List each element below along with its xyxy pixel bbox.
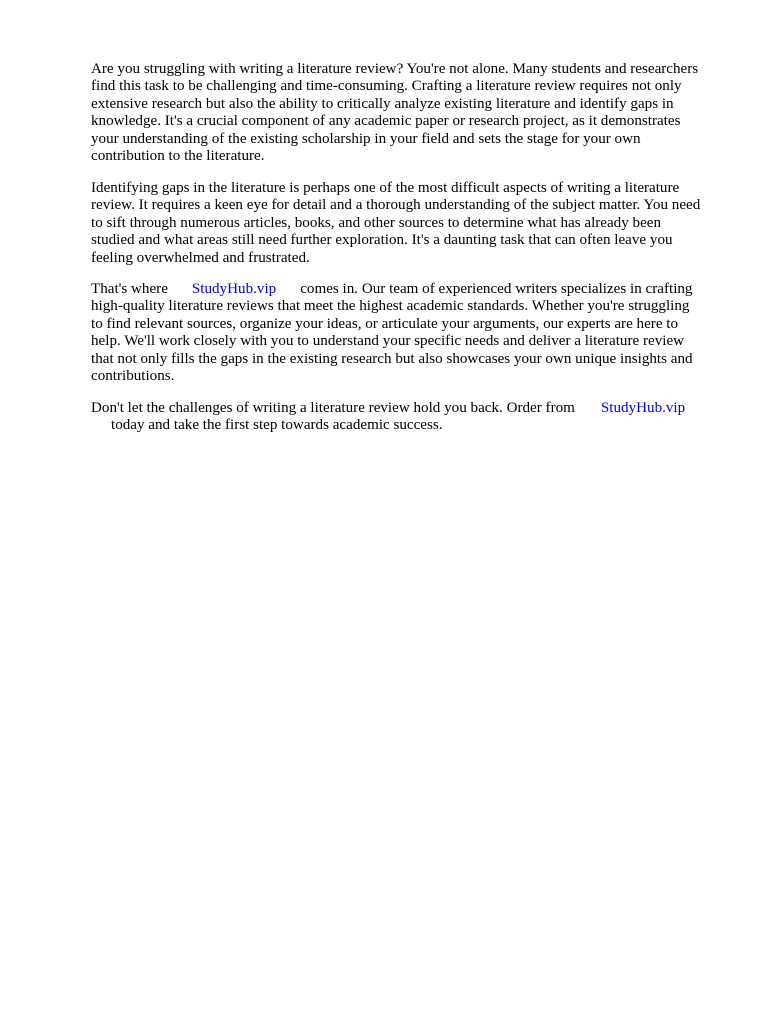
paragraph-text: Don't let the challenges of writing a literature review hold you back. Order from [91, 400, 575, 416]
paragraph-line: high-quality literature reviews that meet the highest academic standards. Whether you're struggling [91, 298, 690, 315]
service-paragraph [91, 281, 731, 385]
paragraph-text: That's where [91, 281, 168, 297]
studyhub-link[interactable]: StudyHub.vip [191, 281, 277, 297]
paragraph-line: studied and what areas still need further exploration. It's a daunting task that can often leave you [91, 232, 673, 249]
paragraph-line: knowledge. It's a crucial component of any academic paper or research project, as it demonstrates [91, 113, 681, 130]
paragraph-line: Are you struggling with writing a literature review? You're not alone. Many students and researchers [91, 61, 699, 77]
paragraph-line: today and take the first step towards academic success. [111, 417, 443, 434]
paragraph-line: find this task to be challenging and time-consuming. Crafting a literature review requires not only [91, 78, 682, 95]
paragraph-line [91, 281, 731, 298]
paragraph-line: extensive research but also the ability to critically analyze existing literature and identify gaps in [91, 95, 674, 112]
paragraph-line: contribution to the literature. [91, 148, 265, 165]
gaps-paragraph [91, 180, 731, 267]
paragraph-line [91, 400, 731, 417]
paragraph-line: to find relevant sources, organize your ideas, or articulate your arguments, our experts are here to [91, 315, 679, 332]
paragraph-line: feeling overwhelmed and frustrated. [91, 249, 310, 266]
paragraph-line: to sift through numerous articles, books, and other sources to determine what has already been [91, 214, 662, 231]
paragraph-line: help. We'll work closely with you to understand your specific needs and deliver a literature review [91, 333, 685, 350]
intro-paragraph [91, 61, 731, 165]
paragraph-text: comes in. Our team of experienced writers specializes in crafting [300, 281, 693, 297]
paragraph-line: Identifying gaps in the literature is perhaps one of the most difficult aspects of writing a literature [91, 180, 680, 196]
call-to-action-paragraph [91, 400, 731, 435]
paragraph-line: contributions. [91, 368, 175, 385]
studyhub-link[interactable]: StudyHub.vip [600, 400, 686, 416]
paragraph-line: review. It requires a keen eye for detail and a thorough understanding of the subject matter. You need [91, 197, 701, 214]
paragraph-line: your understanding of the existing scholarship in your field and sets the stage for your own [91, 130, 641, 147]
paragraph-line: that not only fills the gaps in the existing research but also showcases your own unique insights and [91, 350, 693, 367]
